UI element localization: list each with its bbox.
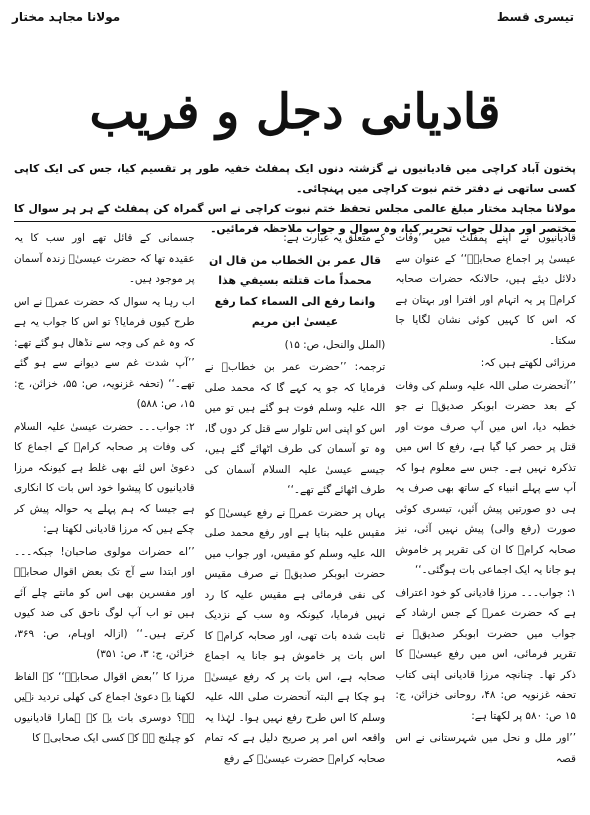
- column-paragraph: کے متعلق یہ عبارت ہے:: [283, 232, 386, 244]
- intro-divider: [14, 221, 576, 222]
- column-paragraph: اب رہا یہ سوال کہ حضرت عمرؓ نے اس طرح کیوں فرمایا؟ تو اس کا جواب یہ ہے کہ وہ غم کی وجہ سے نڈھال ہو گئے تھے: ’’آپ شدت غم سے دیوانے سے ہو گئے تھے۔‘‘ (تحفہ غزنویہ، ص: ۵۵، خزائن، ج: ۱۵، ص: ۵۸۸): [13, 295, 195, 410]
- column-middle: [205, 228, 386, 810]
- column-paragraph: جسمانی کے قائل تھے اور سب کا یہ عقیدہ تھا کہ حضرت عیسیٰؑ زندہ آسمان پر موجود ہیں۔: [13, 232, 195, 285]
- intro-line-2: مولانا مجاہد مختار مبلغ عالمی مجلس تحفظ ختم نبوت کراچی نے اس گمراہ کن پمفلٹ کے ہر ہر سوال کا مختصر اور مدلل جواب تحریر کیا، وہ سوال و جواب ملاحظہ فرمائیں۔: [14, 202, 576, 235]
- column-paragraph: مرزائی لکھتے ہیں کہ:: [480, 357, 576, 369]
- page-title: قادیانی دجل و فریب: [89, 84, 501, 140]
- column-paragraph: یہاں پر حضرت عمرؓ نے رفع عیسیٰؑ کو مقیس علیہ بنایا ہے اور رفع محمد صلی اللہ علیہ وسلم کو مقیس، اور جواب میں حضرت ابوبکر صدیقؓ نے صرف مقیس کی نفی فرمائی ہے مقیس علیہ کا رد نہیں فرمایا، کیونکہ وہ سب کے نزدیک ثابت شدہ بات تھی، اور صحابہ کرامؓ کا اس بات پر خاموش ہو جانا یہ اجماع صحابہ ہے، اس بات پر کہ رفع عیسیٰؑ ہو چکا ہے البتہ آنحضرت صلی اللہ علیہ وسلم کا اس طرح رفع نہیں ہوا۔ لہٰذا یہ واقعہ اس امر پر صریح دلیل ہے کہ تمام صحابہ کرامؓ حضرت عیسیٰؑ کے رفع: [204, 506, 386, 765]
- column-paragraph: ۱: جواب۔۔۔ مرزا قادیانی کو خود اعتراف ہے کہ حضرت عمرؓ کے جس ارشاد کے جواب میں حضرت ابوبکر صدیقؓ نے تقریر فرمائی، اس میں رفع عیسیٰؑ کا ذکر تھا۔ چنانچہ مرزا قادیانی اپنی کتاب تحفہ غزنویہ ص: ۴۸، روحانی خزائن، ج: ۱۵ ص: ۵۸۰ پر لکھتا ہے:: [395, 586, 576, 722]
- column-paragraph: قادیانیوں نے اپنے پمفلٹ میں ’’وفات عیسیٰ پر اجماع صحابہؓ‘‘ کے عنوان سے دلائل دیئے ہیں، حالانکہ حضرات صحابہ کرامؓ پر یہ اتہام اور افترا اور بہتان ہے کہ اس کا کہیں کوئی نشان لگایا جا سکتا۔: [395, 232, 576, 347]
- intro-line-1: پختون آباد کراچی میں قادیانیوں نے گزشتہ دنوں ایک پمفلٹ خفیہ طور پر تقسیم کیا، جس کی ایک کاپی کسی ساتھی نے دفتر ختم نبوت کراچی میں پہنچائی۔: [14, 162, 576, 195]
- column-left: [14, 228, 195, 810]
- column-paragraph: ۲: جواب۔۔۔ حضرت عیسیٰ علیہ السلام کی وفات پر صحابہ کرامؓ کے اجماع کا دعویٰ اس لئے بھی غلط ہے کیونکہ مرزا قادیانیوں کا پیشوا خود اس بات کا انکاری ہے جیسا کہ ہم پہلے یہ حوالہ پیش کر چکے ہیں کہ مرزا قادیانی لکھتا ہے:: [13, 420, 195, 535]
- column-paragraph: ’’اور ملل و نحل میں شہرستانی نے اس قصہ: [395, 732, 576, 765]
- column-right: [395, 228, 576, 810]
- installment-label: تیسری قسط: [496, 10, 574, 24]
- column-paragraph: ’’اے حضرات مولوی صاحبان! جبکہ۔۔۔ اور ابتدا سے آج تک بعض اقوال صحابہؓ اور مفسرین بھی اس کو مانتے چلے آئے ہیں تو اب آپ لوگ ناحق کی ضد کیوں کرتے ہیں۔‘‘ (ازالہ اوہام، ص: ۳۶۹، خزائن، ج: ۳، ص: ۳۵۱): [13, 545, 195, 660]
- article-columns: [14, 228, 576, 810]
- author-name: مولانا مجاہد مختار: [12, 10, 121, 24]
- intro-block: [14, 159, 576, 239]
- arabic-quote: قال عمر بن الخطاب من قال ان محمداً مات قتلته بسيفي هذا وانما رفع الى السماء كما رفع عيسىٰ ابن مريم: [208, 253, 382, 328]
- column-paragraph: ’’آنحضرت صلی اللہ علیہ وسلم کی وفات کے بعد حضرت ابوبکر صدیقؓ نے جو خطبہ دیا، اس میں آپ صرف موت اور قتل پر حصر کیا گیا ہے، رفع کا اس میں تذکرہ نہیں ہے۔ جس سے معلوم ہوا کہ آپ سے پہلے انبیاء کے ساتھ بھی صرف یہ ہی دو صورتیں پیش آئیں، تیسری کوئی صورت (رفع والی) پیش نہیں آئی، نیز صحابہ کرامؓ کا ان کی تقریر پر خاموش ہو جانا یہ ایک اجماعی بات ہوگئی۔‘‘: [395, 379, 576, 576]
- citation: (الملل والنحل، ص: ۱۵): [284, 338, 386, 351]
- column-paragraph: مرزا کا ’’بعض اقوال صحابہؓ‘‘ کے الفاظ لکھنا یہ دعویٰ اجماع کی کھلی تردید نہیں ہے؟ دوسری بات یہ کہ ہمارا قادیانیوں کو چیلنج ہے کہ کسی ایک صحابیؓ کا: [13, 670, 195, 744]
- column-paragraph: ترجمہ: ’’حضرت عمر بن خطابؓ نے فرمایا کہ جو یہ کہے گا کہ محمد صلی اللہ علیہ وسلم فوت ہو گئے ہیں تو میں اس کو اپنی اس تلوار سے قتل کر دوں گا، وہ تو آسمان کی طرف اٹھائے گئے ہیں، جیسے عیسیٰ علیہ السلام آسمان کی طرف اٹھائے گئے تھے۔‘‘: [204, 361, 386, 496]
